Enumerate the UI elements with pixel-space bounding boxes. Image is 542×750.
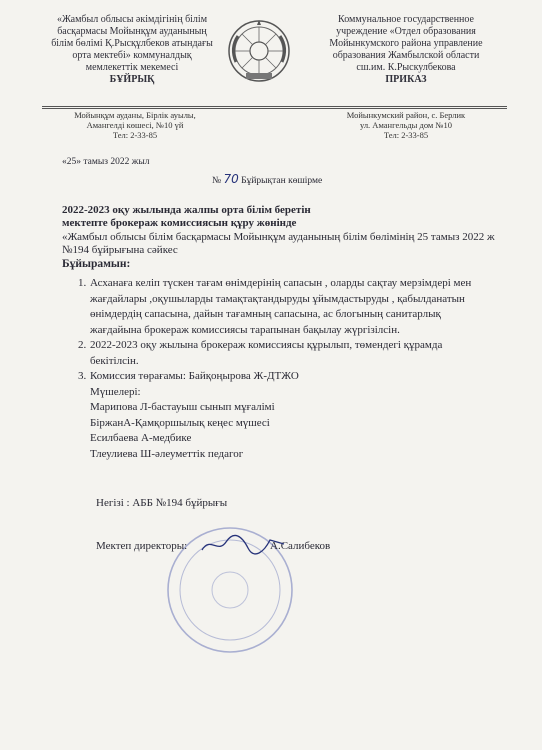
address-line: Амангелді көшесі, №10 үй bbox=[86, 120, 184, 130]
member-entry: БіржанА-Қамқоршылық кеңес мүшесі bbox=[90, 416, 270, 429]
commission-chair: Комиссия төрағамы: Байқоңырова Ж-ДТЖО bbox=[90, 370, 299, 382]
header-divider bbox=[42, 108, 507, 109]
ordered-label: Бұйырамын: bbox=[62, 258, 131, 270]
order-copy-label: Бұйрықтан көшірме bbox=[241, 176, 323, 186]
header-right-line: учреждение «Отдел образования bbox=[336, 26, 476, 37]
address-right bbox=[316, 110, 496, 140]
address-left bbox=[50, 110, 220, 140]
signatory-position: Мектеп директоры: bbox=[96, 540, 188, 552]
header-left-title: БҰЙРЫҚ bbox=[109, 74, 155, 85]
header-right-title: ПРИКАЗ bbox=[385, 74, 427, 85]
order-basis: «Жамбыл облысы білім басқармасы Мойынқұм ауданының білім бөлімінің 25 тамыз 2022 ж №194 бұйрығына сәйкес bbox=[62, 231, 495, 256]
order-number-line bbox=[212, 172, 322, 186]
handwritten-signature bbox=[198, 532, 288, 556]
member-entry: Марипова Л-бастауыш сынып мұғалімі bbox=[90, 401, 275, 413]
item-number: 2. bbox=[78, 339, 87, 351]
member-entry: Есилбаева А-медбике bbox=[90, 432, 192, 444]
order-number-prefix: № bbox=[212, 176, 222, 186]
header-right-line: Коммунальное государственное bbox=[338, 14, 474, 25]
order-item bbox=[62, 276, 487, 338]
order-date: «25» тамыз 2022 жыл bbox=[62, 157, 150, 167]
address-line: Мойынқұм ауданы, Бірлік ауылы, bbox=[74, 110, 196, 120]
address-line: Тел: 2-33-85 bbox=[112, 130, 158, 140]
state-emblem-icon bbox=[226, 18, 292, 84]
item-number: 3. bbox=[78, 370, 87, 382]
signatory-name: А.Салибеков bbox=[270, 540, 331, 552]
header-divider bbox=[42, 106, 507, 107]
header-left-line: мемлекеттік мекемесі bbox=[85, 62, 179, 73]
header-right-line: сш.им. К.Рыскулбекова bbox=[356, 62, 456, 73]
order-item bbox=[62, 369, 487, 462]
header-left bbox=[42, 14, 222, 86]
header-left-line: білім бөлімі Қ.Рысқұлбеков атындағы bbox=[51, 38, 213, 49]
order-foundation: Негізі : АББ №194 бұйрығы bbox=[96, 497, 228, 509]
order-number-handwritten: 70 bbox=[223, 172, 239, 186]
signature-row bbox=[96, 540, 331, 552]
header-left-line: «Жамбыл облысы әкімдігінің білім bbox=[56, 14, 208, 25]
order-subject bbox=[62, 204, 502, 230]
address-line: Мойынкумский район, с. Берлик bbox=[346, 110, 466, 120]
item-text bbox=[90, 369, 487, 462]
members-label: Мүшелері: bbox=[90, 385, 141, 398]
header-left-line: басқармасы Мойынқұм ауданының bbox=[57, 26, 207, 37]
address-line: Тел: 2-33-85 bbox=[383, 130, 429, 140]
header-right-line: Мойынкумского района управление bbox=[329, 38, 483, 49]
subject-line: 2022-2023 оқу жылында жалпы орта білім беретін bbox=[62, 204, 311, 216]
item-number: 1. bbox=[78, 277, 87, 289]
member-entry: Тлеулиева Ш-әлеуметтік педагог bbox=[90, 447, 244, 460]
item-text: 2022-2023 оқу жылына брокераж комиссиясы құрылып, төмендегі құрамда бекітілсін. bbox=[90, 339, 443, 367]
subject-line: мектепте брокераж комиссиясын құру жөнінде bbox=[62, 217, 297, 229]
header-right-line: образования Жамбылской области bbox=[332, 50, 480, 61]
order-item bbox=[62, 338, 487, 369]
header-left-line: орта мектебі» коммуналдық bbox=[72, 50, 192, 61]
order-items bbox=[62, 276, 487, 462]
address-line: ул. Амангельды дом №10 bbox=[359, 120, 453, 130]
item-text: Асханаға келіп түскен тағам өнімдерінің сапасын , оларды сақтау мерзімдері мен жағдайлары ,оқушыларды тамақтақтандыруды ұйымдастыруды , қабылданатын өнімдердің сапасына, дайын тағамның сапасына, ас блогының санитарлық жағдайына брокераж комиссиясы тарапынан бақылау жүргізілсін. bbox=[90, 277, 472, 336]
header-right bbox=[306, 14, 506, 86]
